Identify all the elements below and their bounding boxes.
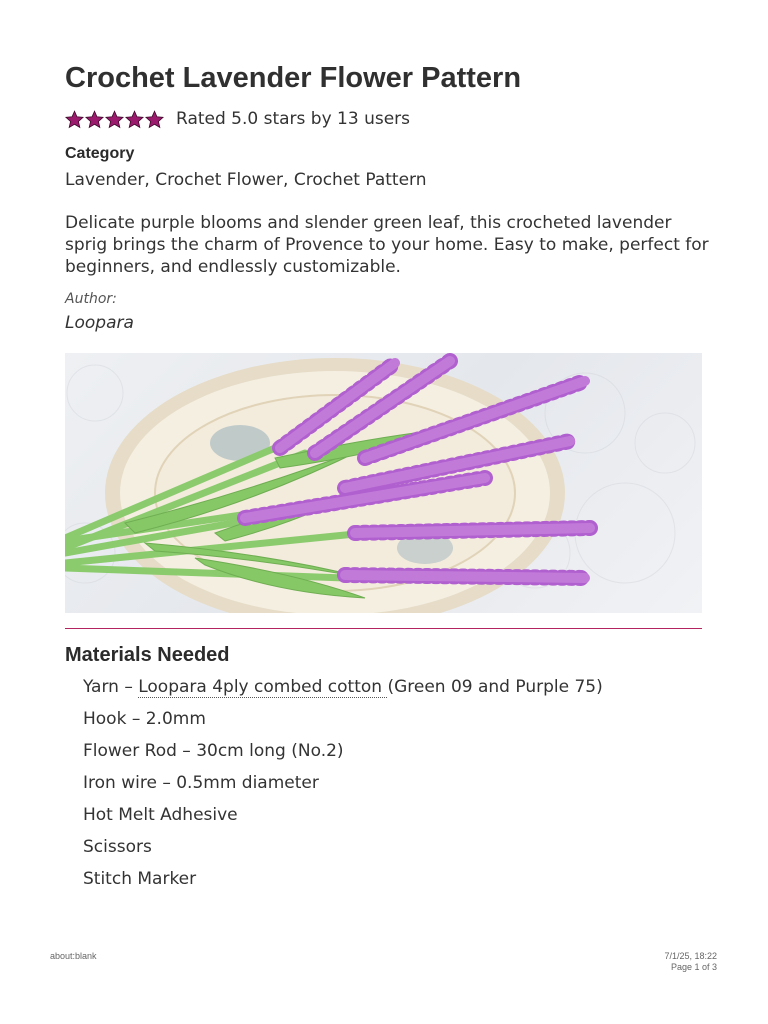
star-icon (125, 110, 144, 129)
rating-text: Rated 5.0 stars by 13 users (176, 109, 411, 129)
footer-datetime: 7/1/25, 18:22 (664, 951, 717, 961)
description: Delicate purple blooms and slender green leaf, this crocheted lavender sprig brings the charm of Provence to your home. Easy to make, perfect for beginners, and endlessly customizable. (65, 213, 709, 277)
category-value: Lavender, Crochet Flower, Crochet Pattern (65, 170, 427, 190)
list-item: Hot Melt Adhesive (83, 805, 238, 825)
yarn-prefix: Yarn – (83, 677, 139, 697)
star-icon (145, 110, 164, 129)
page-title: Crochet Lavender Flower Pattern (65, 62, 522, 94)
author-label: Author: (65, 291, 117, 307)
list-item: Hook – 2.0mm (83, 709, 206, 729)
list-item: Flower Rod – 30cm long (No.2) (83, 741, 344, 761)
materials-heading: Materials Needed (65, 644, 230, 666)
star-icon (85, 110, 104, 129)
lavender-illustration (65, 353, 702, 613)
list-item: Iron wire – 0.5mm diameter (83, 773, 319, 793)
rating-stars (65, 110, 164, 129)
author-name: Loopara (65, 313, 134, 333)
rating (65, 107, 410, 131)
materials-list (83, 676, 603, 900)
yarn-link[interactable]: Loopara 4ply combed cotton (138, 677, 388, 697)
list-item: Scissors (83, 837, 152, 857)
category-label: Category (65, 145, 135, 162)
star-icon (65, 110, 84, 129)
list-item (83, 676, 603, 708)
footer-meta (664, 951, 717, 973)
lavender-photo (65, 353, 702, 613)
footer-url: about:blank (50, 951, 97, 961)
footer-page: Page 1 of 3 (670, 962, 717, 972)
yarn-suffix: (Green 09 and Purple 75) (387, 677, 603, 697)
star-icon (105, 110, 124, 129)
list-item: Stitch Marker (83, 869, 197, 889)
section-divider (65, 628, 702, 629)
